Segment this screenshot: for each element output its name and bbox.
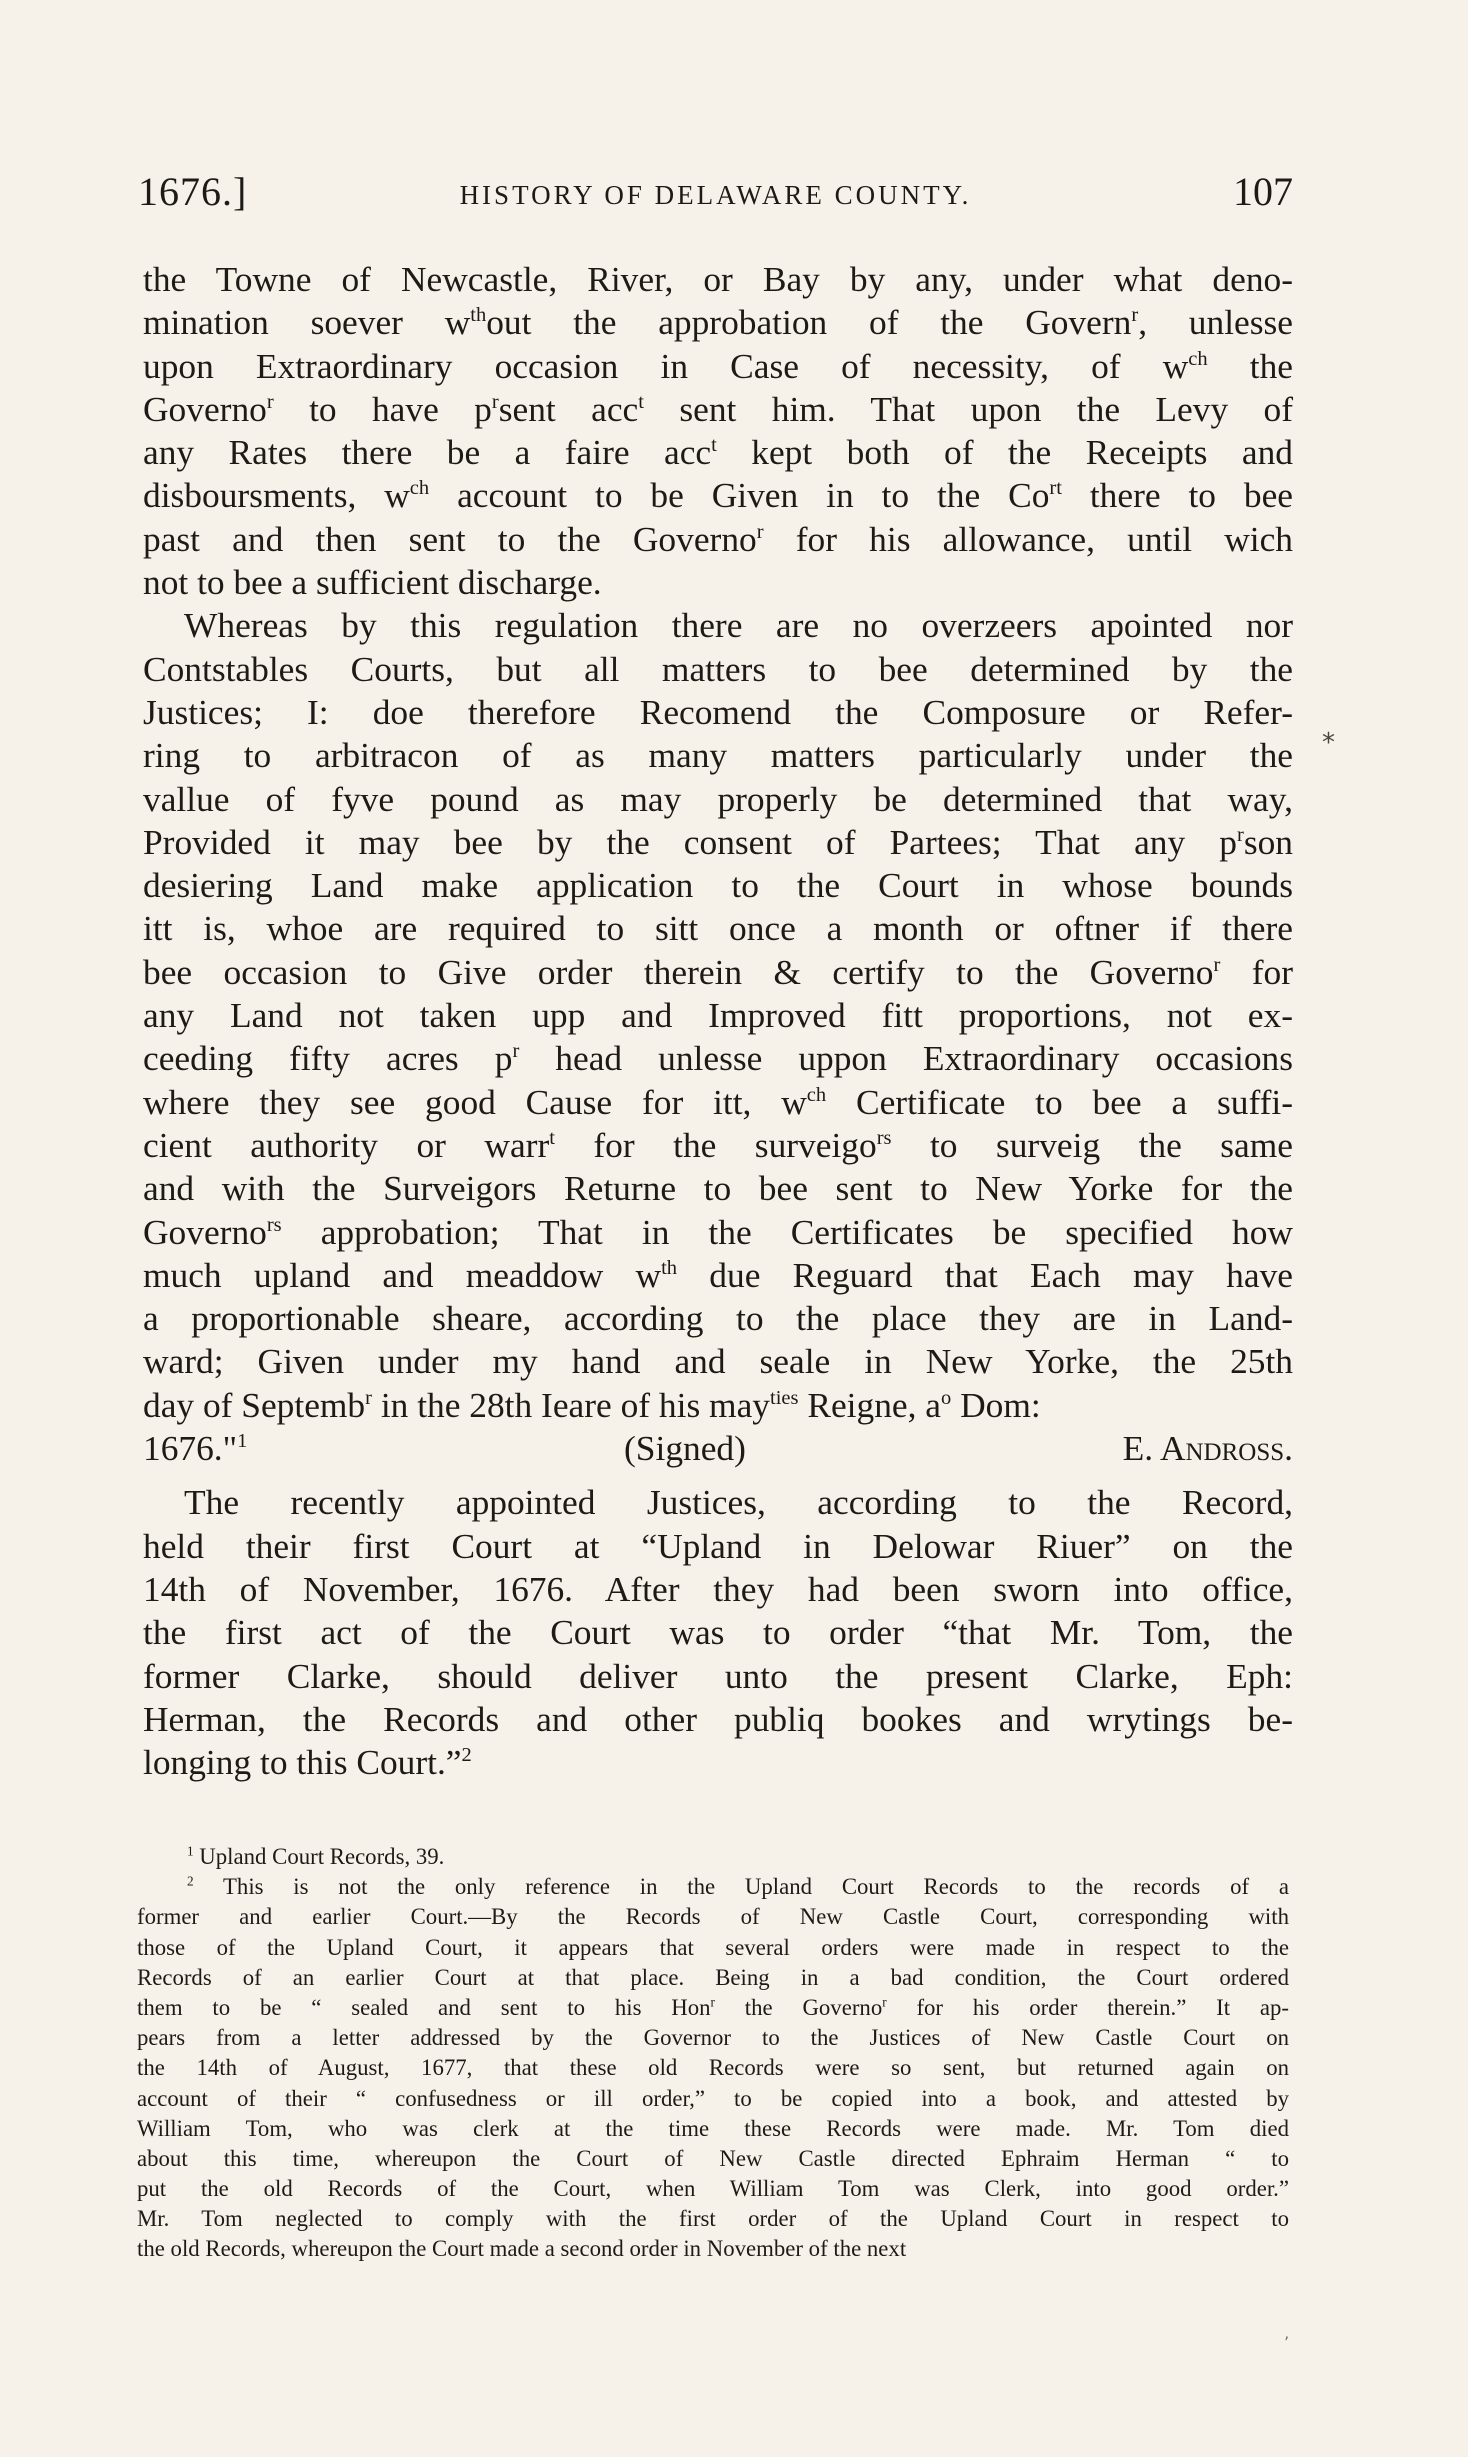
paragraph2-line: ceeding fifty acres $p^r$ head unlesse uppon Extraordinary occasions [143,1038,1293,1079]
footnote2-line: the old Records, whereupon the Court made a second order in November of the next [137,2236,907,2262]
paragraph2-line: much upland and meaddow $w^{th}$ due Reguard that Each may have [143,1254,1293,1295]
paragraph2-line: Contstables Courts, but all matters to bee determined by the [143,648,1293,689]
paragraph2-line: any Land not taken upp and Improved fitt proportions, not ex- [143,995,1293,1036]
footnote2-line: them to be “ sealed and sent to his Hon$^r$ the Governo$^r$ for his order therein.” It ap- [137,1994,1289,2020]
header-title: HISTORY OF DELAWARE COUNTY. [459,180,972,210]
footnote2-line: $^2$ This is not the only reference in the Upland Court Records to the records of a [187,1873,1289,1900]
paragraph-first-court [143,1481,1293,1784]
paragraph2-line: cient authority or warr$^t$ for the surveigo$^{rs}$ to surveig the same [143,1124,1293,1165]
paragraph-gap [143,1470,1293,1481]
paragraph2-line: Provided it may bee by the consent of Partees; That any $p^rson$ [143,821,1293,862]
paragraph3-line: longing to this Court.”$^2$ [143,1742,472,1783]
paragraph3-line: former Clarke, should deliver unto the present Clarke, Eph: [143,1655,1293,1696]
signature-date: 1676."$^1$ [143,1428,248,1469]
footnote2-line: Mr. Tom neglected to comply with the first order of the Upland Court in respect to [137,2206,1289,2232]
margin-asterisk: * [1322,728,1335,758]
paragraph-proclamation-continued [143,258,1293,604]
footnote2-line: about this time, whereupon the Court of New Castle directed Ephraim Herman “ to [137,2145,1289,2171]
paragraph2-line: ward; Given under my hand and seale in New Yorke, the 25th [143,1341,1293,1382]
running-header [138,168,1293,224]
page-number: 107 [1233,169,1293,214]
paragraph3-line: held their first Court at “Upland in Delowar Riuer” on the [143,1525,1293,1566]
paragraph2-line: vallue of fyve pound as may properly be determined that way, [143,778,1293,819]
paragraph1-line: not to bee a sufficient discharge. [143,562,602,603]
paragraph1-line: the Towne of Newcastle, River, or Bay by any, under what deno- [143,259,1293,299]
paragraph2-line: and with the Surveigors Returne to bee sent to New Yorke for the [143,1168,1293,1209]
margin-speck: ’ [1284,2333,1290,2352]
paragraph1-line: any Rates there be a faire acc$^t$ kept both of the Receipts and [143,432,1293,473]
footnote2-line: account of their “ confusedness or ill order,” to be copied into a book, and attested by [137,2085,1289,2111]
paragraph1-line: mination soever $w^{th}out$ the approbation of the Govern$^r$, unlesse [143,302,1293,343]
footnote2-line: William Tom, who was clerk at the time these Records were made. Mr. Tom died [137,2115,1289,2141]
paragraph3-line: 14th of November, 1676. After they had been sworn into office, [143,1568,1293,1609]
paragraph2-line: bee occasion to Give order therein & certify to the Governo$^r$ for [143,951,1293,992]
paragraph1-line: Governo$^r$ to have $p^rsent$ acc$^t$ sent him. That upon the Levy of [143,388,1294,429]
paragraph-regulation [143,604,1293,1427]
footnote2-line: those of the Upland Court, it appears that several orders were made in respect to the [137,1934,1289,1960]
footnote2-line: put the old Records of the Court, when William Tom was Clerk, into good order.” [137,2176,1289,2202]
footnote-2 [137,1872,1289,2264]
footnote2-line: former and earlier Court.—By the Records of New Castle Court, corresponding with [137,1904,1289,1930]
paragraph2-line: a proportionable sheare, according to the place they are in Land- [143,1298,1293,1339]
paragraph2-line: desiering Land make application to the Court in whose bounds [143,865,1293,906]
paragraph2-line: Governo$^{rs}$ approbation; That in the Certificates be specified how [143,1211,1293,1252]
paragraph2-line: where they see good Cause for itt, $w^{ch}$ Certificate to bee a suffi- [143,1081,1293,1122]
main-text [143,258,1293,1784]
signature-name: E. Andross. [1122,1428,1293,1469]
signature-line [143,1427,1293,1470]
paragraph2-line: day of Septemb$^r$ in the 28th Ieare of his may$^{ties}$ Reigne, $a^o$ Dom: [143,1384,1041,1425]
footnote2-line: the 14th of August, 1677, that these old Records were so sent, but returned again on [137,2055,1289,2081]
paragraph2-line: ring to arbitracon of as many matters particularly under the [143,735,1293,776]
footnote2-line: pears from a letter addressed by the Governor to the Justices of New Castle Court on [137,2025,1289,2051]
footnote1-line: $^1$ Upland Court Records, 39. [187,1843,445,1869]
paragraph2-line: Justices; I: doe therefore Recomend the Composure or Refer- [143,691,1293,732]
paragraph1-line: upon Extraordinary occasion in Case of necessity, of $w^{ch}$ the [143,345,1293,386]
footnotes [137,1842,1289,2265]
paragraph3-line: The recently appointed Justices, according to the Record, [184,1482,1293,1523]
paragraph3-line: Herman, the Records and other publiq bookes and wrytings be- [143,1698,1293,1739]
signature-signed: (Signed) [624,1428,746,1469]
header-year: 1676.] [138,169,248,214]
footnote2-line: Records of an earlier Court at that place. Being in a bad condition, the Court ordered [137,1964,1289,1990]
paragraph2-line: Whereas by this regulation there are no overzeers apointed nor [184,605,1293,646]
paragraph3-line: the first act of the Court was to order “that Mr. Tom, the [143,1612,1293,1653]
paragraph1-line: past and then sent to the Governo$^r$ for his allowance, until wich [143,518,1293,559]
paragraph2-line: itt is, whoe are required to sitt once a month or oftner if there [143,908,1293,949]
footnote-1 [137,1842,1289,1872]
paragraph1-line: disboursments, $w^{ch}$ account to be Given in to the $Co^{rt}$ there to bee [143,475,1293,516]
